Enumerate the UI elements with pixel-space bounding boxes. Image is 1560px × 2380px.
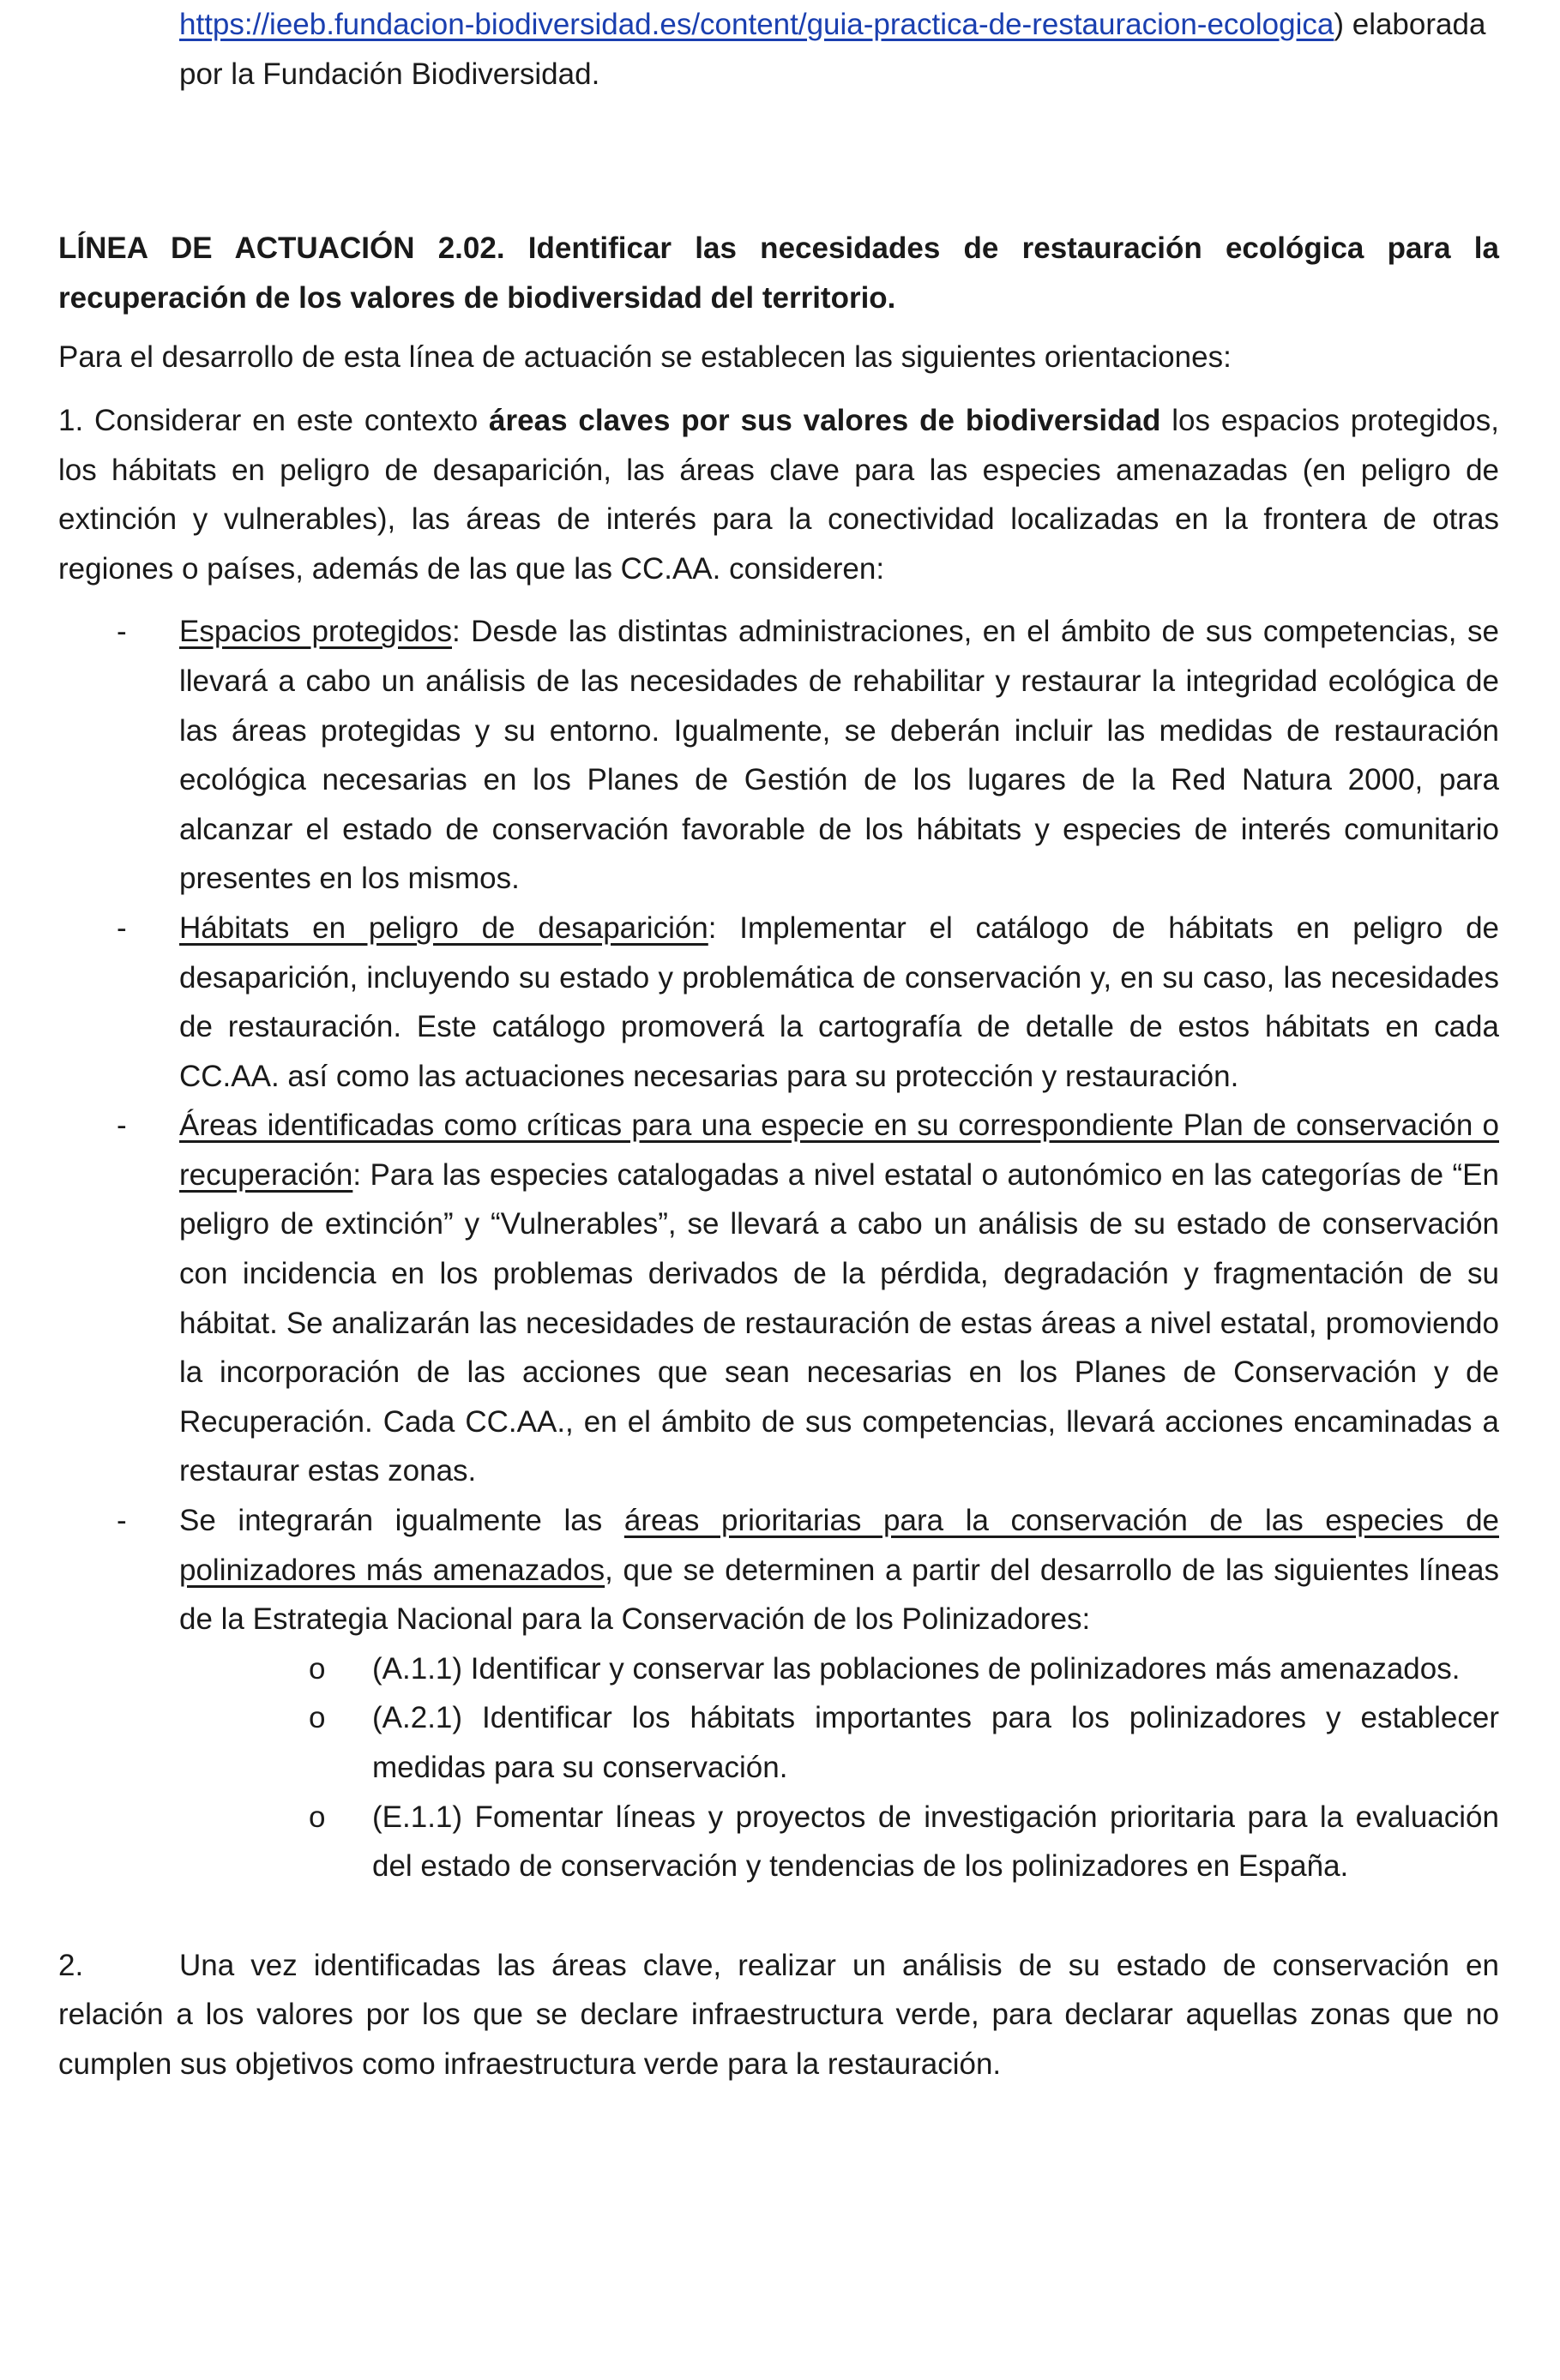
bullet-marker: -: [117, 615, 127, 649]
sub-item: [58, 1693, 1499, 1792]
section-heading: LÍNEA DE ACTUACIÓN 2.02. Identificar las necesidades de restauración ecológica para la recuperación de los valores de biodiversidad del territorio.: [58, 231, 1499, 315]
sub-item: [58, 1644, 1499, 1694]
bullet-item-pollinators: [58, 1496, 1499, 1891]
bullet-underlined: áreas prioritarias para la conservación de las especies de polinizadores más amenazados: [179, 1504, 1499, 1587]
sub-item-text: (A.2.1) Identificar los hábitats importantes para los polinizadores y establecer medidas para su conservación.: [372, 1701, 1499, 1784]
bullet-marker: -: [117, 1504, 127, 1538]
item-2: [58, 1941, 1499, 2089]
bullet-item-endangered-habitats: [58, 904, 1499, 1101]
reference-suffix: ) elaborada por la Fundación Biodiversidad.: [179, 8, 1486, 91]
sub-marker: o: [309, 1701, 326, 1735]
sub-item-text: (A.1.1) Identificar y conservar las poblaciones de polinizadores más amenazados.: [372, 1651, 1461, 1686]
bullet-text: , que se determinen a partir del desarrollo de las siguientes líneas de la Estrategia Nacional para la Conservación de los Polinizadores:: [179, 1553, 1499, 1637]
bullet-list: [58, 607, 1499, 1890]
bullet-prefix: Se integrarán igualmente las: [179, 1504, 624, 1538]
sub-marker: o: [309, 1800, 326, 1834]
bullet-text: : Desde las distintas administraciones, en el ámbito de sus competencias, se llevará a cabo un análisis de las necesidades de rehabilitar y restaurar la integridad ecológica de las áreas protegidas y su entorno. Igualmente, se deberán incluir las medidas de restauración ecológica necesarias en los Planes de Gestión de los lugares de la Red Natura 2000, para alcanzar el estado de conservación favorable de los hábitats y especies de interés comunitario presentes en los mismos.: [179, 615, 1499, 896]
item-1-bold: áreas claves por sus valores de biodiversidad: [489, 403, 1161, 437]
item-2-text: Una vez identificadas las áreas clave, realizar un análisis de su estado de conservación en relación a los valores por los que se declare infraestructura verde, para declarar aquellas zonas que no cumplen sus objetivos como infraestructura verde para la restauración.: [58, 1948, 1499, 2081]
bullet-marker: -: [117, 911, 127, 945]
bullet-text: : Para las especies catalogadas a nivel estatal o autonómico en las categorías de “En peligro de extinción” y “Vulnerables”, se llevará a cabo un análisis de su estado de conservación con incidencia en los problemas derivados de la pérdida, degradación y fragmentación de su hábitat. Se analizarán las necesidades de restauración de estas áreas a nivel estatal, promoviendo la incorporación de las acciones que sean necesarias en los Planes de Conservación y de Recuperación. Cada CC.AA., en el ámbito de sus competencias, llevará acciones encaminadas a restaurar estas zonas.: [179, 1157, 1499, 1488]
bullet-underlined: Áreas identificadas como críticas para una especie en su correspondiente Plan de conservación o recuperación: [179, 1109, 1499, 1192]
item-1-suffix: los espacios protegidos, los hábitats en peligro de desaparición, las áreas clave para las especies amenazadas (en peligro de extinción y vulnerables), las áreas de interés para la conectividad localizadas en la frontera de otras regiones o países, además de las que las CC.AA. consideren:: [58, 403, 1499, 586]
guide-link[interactable]: https://ieeb.fundacion-biodiversidad.es/content/guia-practica-de-restauracion-ecologica: [179, 8, 1334, 41]
document-page: [58, 0, 1499, 2089]
reference-note: [179, 0, 1499, 99]
sub-item: [58, 1793, 1499, 1891]
sub-item-text: (E.1.1) Fomentar líneas y proyectos de investigación prioritaria para la evaluación del estado de conservación y tendencias de los polinizadores en España.: [372, 1800, 1499, 1884]
sub-marker: o: [309, 1651, 326, 1686]
section-intro: Para el desarrollo de esta línea de actuación se establecen las siguientes orientaciones:: [58, 340, 1232, 375]
bullet-text: : Implementar el catálogo de hábitats en peligro de desaparición, incluyendo su estado y problemática de conservación y, en su caso, las necesidades de restauración. Este catálogo promoverá la cartografía de detalle de estos hábitats en cada CC.AA. así como las actuaciones necesarias para su protección y restauración.: [179, 911, 1499, 1093]
sub-list: [179, 1644, 1499, 1891]
bullet-item-protected-areas: [58, 607, 1499, 904]
item-2-number: 2.: [58, 1948, 84, 1982]
bullet-marker: -: [117, 1109, 127, 1143]
bullet-item-critical-areas: [58, 1101, 1499, 1496]
item-1-prefix: 1. Considerar en este contexto: [58, 403, 490, 437]
bullet-underlined: Hábitats en peligro de desaparición: [179, 911, 708, 945]
item-1: [58, 396, 1499, 593]
bullet-underlined: Espacios protegidos: [179, 615, 452, 649]
